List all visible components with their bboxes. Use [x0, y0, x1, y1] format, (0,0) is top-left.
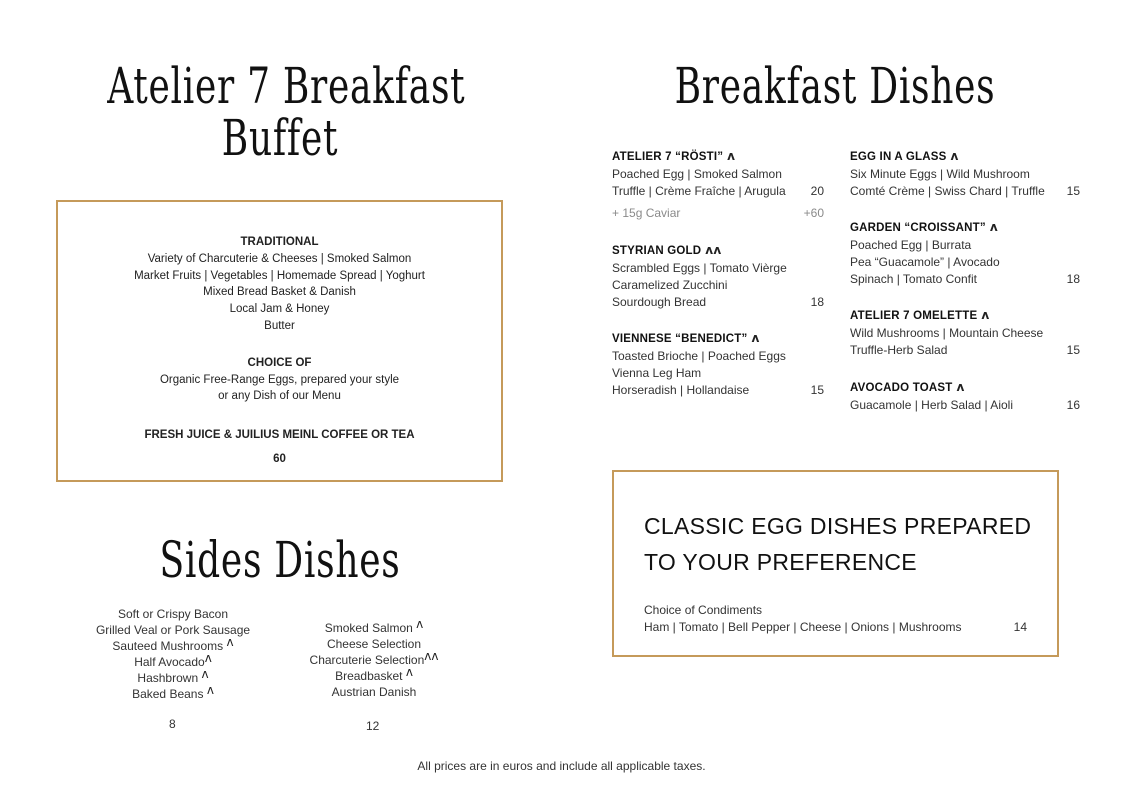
classic-heading [644, 508, 1031, 580]
vegetarian-icon: ᴧ [751, 331, 760, 345]
dish-name: EGG IN A GLASS [850, 151, 947, 163]
vegetarian-icon: ᴧ [727, 149, 736, 163]
traditional-heading: TRADITIONAL [240, 236, 319, 248]
vegetarian-icon: ᴧ [981, 308, 990, 322]
dish-garden-croissant [850, 220, 1080, 288]
dish-line: Truffle | Crème Fraîche | Arugula [612, 184, 786, 198]
breakfast-title-text: Breakfast Dishes [674, 57, 996, 115]
side-item: Austrian Danish [331, 685, 417, 699]
dish-name: STYRIAN GOLD [612, 245, 702, 257]
classic-egg-box [612, 470, 1059, 657]
dish-price: 15 [1066, 343, 1080, 357]
side-item: Sauteed Mushrooms ᴧ [112, 635, 234, 653]
vegetarian-icon: ᴧ [204, 651, 212, 665]
dish-name: ATELIER 7 “RÖSTI” [612, 151, 724, 163]
choice-heading: CHOICE OF [247, 356, 312, 369]
dish-avocado-toast [850, 380, 1080, 414]
side-item: Smoked Salmon ᴧ [324, 617, 424, 635]
dish-name: VIENNESE “BENEDICT” [612, 333, 748, 345]
sides-title [60, 531, 500, 589]
dish-styrian-gold [612, 243, 824, 311]
dish-name: ATELIER 7 OMELETTE [850, 310, 978, 322]
dish-omelette [850, 308, 1080, 359]
buffet-title-line1: Atelier 7 Breakfast [107, 57, 466, 115]
choice-item: Organic Free-Range Eggs, prepared your style [159, 373, 400, 386]
sides-column-2 [290, 617, 458, 700]
dish-line: Vienna Leg Ham [612, 366, 702, 380]
sides-price-1: 8 [169, 717, 176, 731]
vegan-icon: ᴧᴧ [705, 243, 722, 257]
dish-price: 15 [1066, 184, 1080, 198]
buffet-title [40, 57, 520, 167]
sides-column-1 [78, 606, 268, 702]
buffet-title-line2: Buffet [221, 109, 339, 167]
traditional-item: Variety of Charcuterie & Cheeses | Smoked Salmon [147, 252, 412, 265]
side-item: Half Avocadoᴧ [134, 651, 212, 669]
drinks-line: FRESH JUICE & JUILIUS MEINL COFFEE OR TEA [144, 429, 415, 442]
buffet-box [56, 200, 503, 482]
traditional-item: Market Fruits | Vegetables | Homemade Spread | Yoghurt [134, 269, 425, 282]
classic-price: 14 [1013, 620, 1027, 634]
vegetarian-icon: ᴧ [405, 665, 413, 679]
side-item: Cheese Selection [326, 637, 422, 651]
side-item: Charcuterie Selectionᴧᴧ [309, 649, 439, 667]
dish-rosti [612, 149, 824, 222]
dish-line: Truffle-Herb Salad [850, 343, 948, 357]
dish-line: Sourdough Bread [612, 295, 707, 309]
dish-line: Wild Mushrooms | Mountain Cheese [850, 326, 1044, 340]
dish-line: Toasted Brioche | Poached Eggs [612, 349, 786, 363]
dish-name: GARDEN “CROISSANT” [850, 222, 986, 234]
dish-price: 20 [810, 184, 824, 198]
vegetarian-icon: ᴧ [416, 617, 424, 631]
dish-line: Pea “Guacamole” | Avocado [850, 255, 1000, 269]
traditional-item: Mixed Bread Basket & Danish [203, 286, 356, 299]
dish-line: Caramelized Zucchini [612, 278, 728, 292]
side-item: Soft or Crispy Bacon [117, 607, 229, 621]
condiments-list: Ham | Tomato | Bell Pepper | Cheese | Onions | Mushrooms [644, 620, 962, 634]
dish-line: Poached Egg | Burrata [850, 238, 972, 252]
buffet-content [58, 234, 501, 468]
buffet-price: 60 [273, 452, 286, 465]
caviar-price: +60 [803, 206, 824, 220]
footer-note: All prices are in euros and include all applicable taxes. [417, 759, 706, 773]
breakfast-title [610, 57, 1060, 115]
dish-line: Six Minute Eggs | Wild Mushroom [850, 167, 1030, 181]
side-item: Grilled Veal or Pork Sausage [95, 623, 251, 637]
vegetarian-icon: ᴧ [226, 635, 234, 649]
condiments-label: Choice of Condiments [644, 603, 763, 617]
dish-price: 18 [810, 295, 824, 309]
vegan-icon: ᴧᴧ [424, 649, 439, 663]
dish-line: Spinach | Tomato Confit [850, 272, 977, 286]
side-item: Hashbrown ᴧ [137, 667, 209, 685]
dish-line: Guacamole | Herb Salad | Aioli [850, 398, 1013, 412]
caviar-addon: + 15g Caviar [612, 206, 681, 220]
dish-line: Horseradish | Hollandaise [612, 383, 750, 397]
dish-line: Comté Crème | Swiss Chard | Truffle [850, 184, 1045, 198]
vegetarian-icon: ᴧ [201, 667, 209, 681]
vegan-icon: ᴧ [956, 380, 965, 394]
dish-name: AVOCADO TOAST [850, 382, 953, 394]
dish-price: 15 [810, 383, 824, 397]
dish-price: 16 [1066, 398, 1080, 412]
sides-price-2: 12 [366, 719, 380, 733]
vegetarian-icon: ᴧ [206, 683, 214, 697]
side-item: Breadbasket ᴧ [335, 665, 413, 683]
vegetarian-icon: ᴧ [950, 149, 959, 163]
classic-heading-line2: TO YOUR PREFERENCE [644, 549, 917, 575]
vegetarian-icon: ᴧ [989, 220, 998, 234]
choice-item: or any Dish of our Menu [218, 390, 341, 403]
dish-benedict [612, 331, 824, 399]
dish-line: Scrambled Eggs | Tomato Vièrge [612, 261, 787, 275]
dish-egg-in-glass [850, 149, 1080, 200]
side-item: Baked Beans ᴧ [132, 683, 214, 701]
dish-line: Poached Egg | Smoked Salmon [612, 167, 782, 181]
condiments [644, 602, 1027, 636]
traditional-item: Butter [264, 319, 295, 332]
classic-heading-line1: CLASSIC EGG DISHES PREPARED [644, 513, 1032, 539]
dish-price: 18 [1066, 272, 1080, 286]
sides-title-text: Sides Dishes [159, 531, 401, 589]
traditional-item: Local Jam & Honey [229, 303, 330, 316]
